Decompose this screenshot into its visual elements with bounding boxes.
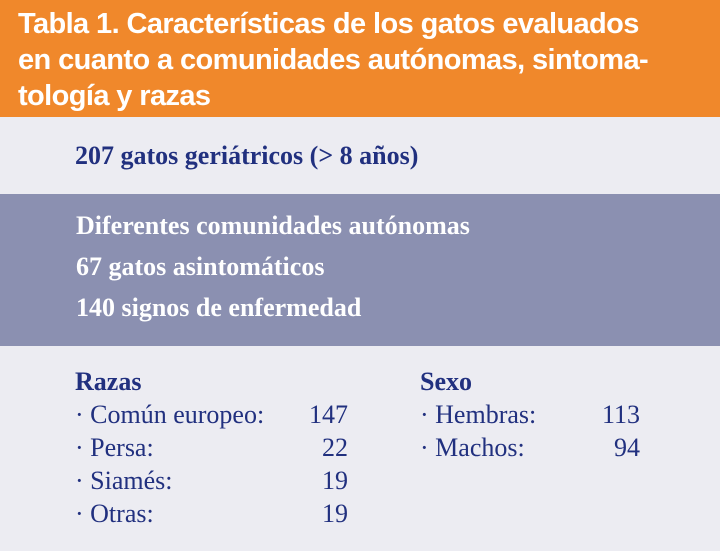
table-caption-line: en cuanto a comunidades autónomas, sintoma- bbox=[18, 44, 649, 76]
row-value: 19 bbox=[322, 499, 348, 528]
sex-heading: Sexo bbox=[420, 367, 472, 396]
row-value: 147 bbox=[309, 400, 348, 429]
row-value: 22 bbox=[322, 433, 348, 462]
summary-line-asymptomatic: 67 gatos asintomáticos bbox=[76, 252, 325, 281]
row-label: · Otras: bbox=[75, 499, 154, 528]
breeds-column bbox=[75, 365, 348, 530]
table-caption-line: Tabla 1. Características de los gatos evaluados bbox=[18, 8, 639, 40]
breeds-heading: Razas bbox=[75, 367, 142, 396]
table-row bbox=[75, 497, 348, 530]
table-row bbox=[75, 398, 348, 431]
row-label: · Común europeo: bbox=[75, 400, 265, 429]
row-label: · Hembras: bbox=[420, 400, 537, 429]
summary-band bbox=[0, 194, 720, 346]
row-value: 94 bbox=[614, 433, 640, 462]
summary-line-communities: Diferentes comunidades autónomas bbox=[76, 211, 470, 240]
details-band bbox=[0, 346, 720, 551]
table-row bbox=[420, 398, 640, 431]
population-band bbox=[0, 117, 720, 194]
table-row bbox=[75, 464, 348, 497]
table-caption bbox=[0, 0, 720, 117]
row-value: 113 bbox=[601, 400, 640, 429]
sex-column bbox=[420, 365, 640, 464]
row-label: · Machos: bbox=[420, 433, 525, 462]
row-label: · Siamés: bbox=[75, 466, 173, 495]
summary-line-disease-signs: 140 signos de enfermedad bbox=[76, 293, 362, 322]
row-value: 19 bbox=[322, 466, 348, 495]
population-text: 207 gatos geriátricos (> 8 años) bbox=[75, 141, 419, 170]
row-label: · Persa: bbox=[75, 433, 154, 462]
table-row bbox=[420, 431, 640, 464]
table-caption-line: tología y razas bbox=[18, 80, 211, 112]
table-row bbox=[75, 431, 348, 464]
